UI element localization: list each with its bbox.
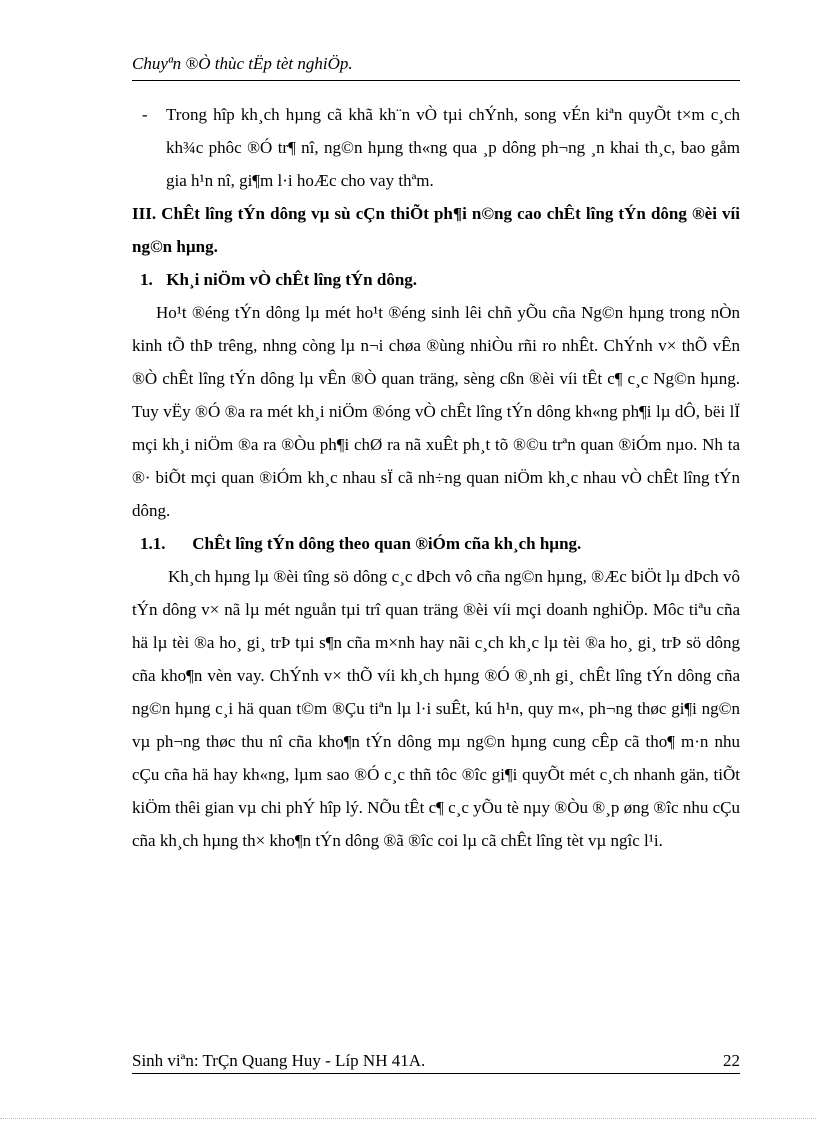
- bullet-item: [132, 98, 740, 197]
- section-number: 1.: [140, 270, 153, 289]
- document-body: [132, 98, 740, 857]
- running-footer: [132, 1050, 740, 1072]
- bullet-dash: -: [142, 105, 148, 124]
- section-number: 1.1.: [140, 534, 166, 553]
- section-title: ChÊt lîng tÝn dông vµ sù cÇn thiÕt ph¶i n©ng cao chÊt lîng tÝn dông ®èi víi ng©n hµng.: [132, 204, 741, 256]
- header-rule: [132, 80, 740, 81]
- footer-rule: [132, 1073, 740, 1074]
- section-heading-iii: [132, 197, 740, 263]
- bullet-text: Trong hîp kh¸ch hµng cã khã kh¨n vÒ tµi chÝnh, song vÉn kiªn quyÕt t×m c¸ch kh¾c phôc ®Ó tr¶ nî, ng©n hµng th«ng qua ¸p dông ph¬ng ¸n khai th¸c, bao gåm gia h¹n nî, gi¶m l·i hoÆc cho vay thªm.: [166, 105, 740, 190]
- page-number: 22: [723, 1051, 740, 1070]
- paragraph: Kh¸ch hµng lµ ®èi tîng sö dông c¸c dÞch vô cña ng©n hµng, ®Æc biÖt lµ dÞch vô tÝn dông v× nã lµ mét nguån tµi trî quan träng ®èi víi mçi doanh nghiÖp. Môc tiªu cña hä lµ tèi ®a ho¸ gi¸ trÞ tµi s¶n cña m×nh hay nãi c¸ch kh¸c lµ tèi ®a ho¸ gi¸ trÞ sö dông cña kho¶n vèn vay. ChÝnh v× thÕ víi kh¸ch hµng ®Ó ®¸nh gi¸ chÊt lîng tÝn dông cña ng©n hµng c¸i hä quan t©m ®Çu tiªn lµ l·i suÊt, kú h¹n, quy m«, ph¬ng thøc gi¶i ng©n vµ ph¬ng thøc thu nî cña kho¶n tÝn dông mµ ng©n hµng cung cÊp cã tho¶ m·n nhu cÇu cña hä hay kh«ng, lµm sao ®Ó c¸c thñ tôc ®îc gi¶i quyÕt mét c¸ch nhanh gän, tiÕt kiÖm thêi gian vµ chi phÝ hîp lý. NÕu tÊt c¶ c¸c yÕu tè nµy ®Òu ®¸p øng ®îc nhu cÇu cña kh¸ch hµng th× kho¶n tÝn dông ®ã ®îc coi lµ cã chÊt lîng tèt vµ ngîc l¹i.: [132, 567, 740, 850]
- section-heading-1-1: [132, 527, 740, 560]
- section-heading-1: [132, 263, 740, 296]
- section-number: III.: [132, 204, 157, 223]
- page-edge: [0, 1118, 816, 1119]
- paragraph: Ho¹t ®éng tÝn dông lµ mét ho¹t ®éng sinh lêi chñ yÕu cña Ng©n hµng trong nÒn kinh tÕ thÞ trêng, nhng còng lµ n¬i chøa ®ùng nhiÒu rñi ro nhÊt. ChÝnh v× thÕ vÊn ®Ò chÊt lîng tÝn dông lµ vÊn ®Ò quan träng, sèng cßn ®èi víi tÊt c¶ c¸c Ng©n hµng. Tuy vËy ®Ó ®a ra mét kh¸i niÖm ®óng vÒ chÊt lîng tÝn dông kh«ng ph¶i lµ dÔ, bëi lÏ mçi kh¸i niÖm ®a ra ®Òu ph¶i chØ ra nã xuÊt ph¸t tõ ®©u trªn quan ®iÓm nµo. Nh ta ®· biÕt mçi quan ®iÓm kh¸c nhau sÏ cã nh÷ng quan niÖm kh¸c nhau vÒ chÊt lîng tÝn dông.: [132, 303, 740, 520]
- section-title: Kh¸i niÖm vÒ chÊt lîng tÝn dông.: [166, 270, 418, 289]
- section-title: ChÊt lîng tÝn dông theo quan ®iÓm cña kh¸ch hµng.: [192, 534, 582, 553]
- footer-author: Sinh viªn: TrÇn Quang Huy - Líp NH 41A.: [132, 1051, 426, 1070]
- running-header: Chuyªn ®Ò thùc tËp tèt nghiÖp.: [132, 54, 353, 73]
